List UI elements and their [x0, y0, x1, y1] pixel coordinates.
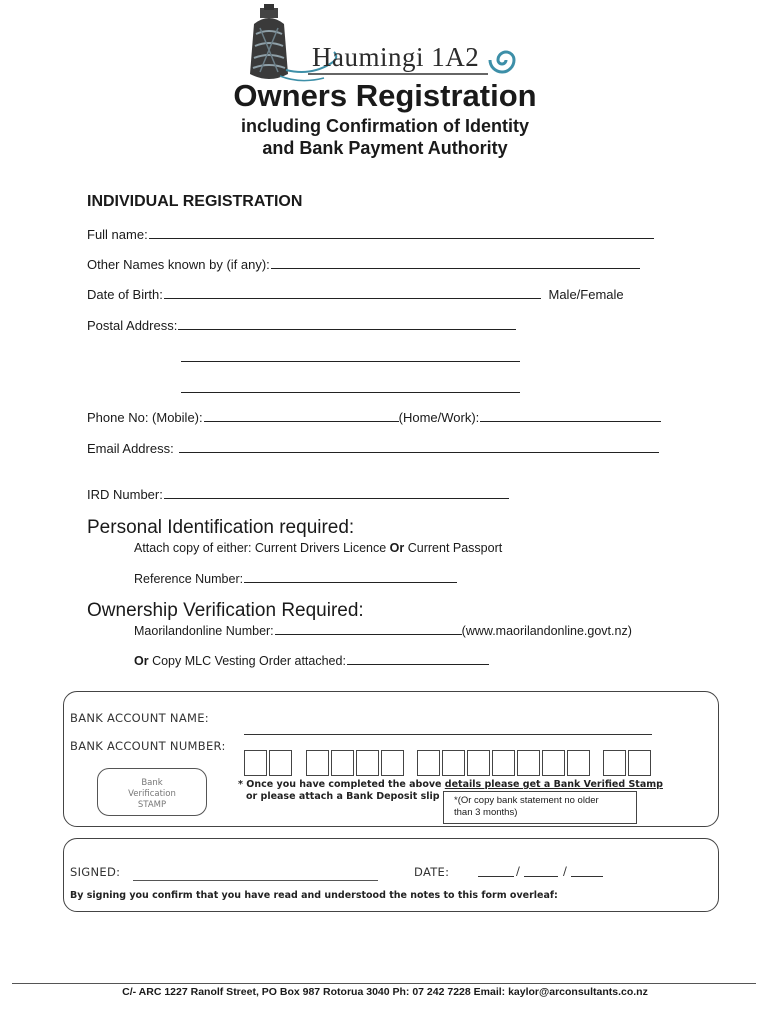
ird-label: IRD Number:	[87, 487, 163, 502]
bank-verification-stamp	[97, 768, 207, 816]
bank-note-line2: or please attach a Bank Deposit slip	[246, 791, 440, 802]
ird-line[interactable]	[164, 487, 509, 499]
footer-divider	[12, 983, 756, 984]
full-name-field[interactable]	[87, 227, 654, 242]
phone-mobile-line[interactable]	[204, 410, 399, 422]
mlc-or: Or	[134, 654, 149, 668]
koru-icon	[490, 52, 514, 72]
copy-statement-note	[443, 791, 637, 824]
bank-note-a: * Once you have completed the above	[238, 779, 445, 790]
account-digit-box[interactable]	[269, 750, 292, 776]
account-digit-box[interactable]	[356, 750, 379, 776]
mlc-label: Copy MLC Vesting Order attached:	[148, 654, 346, 668]
bank-note-b: details please get a Bank Verified Stamp	[444, 779, 663, 790]
dob-field[interactable]	[87, 287, 624, 302]
account-digit-box[interactable]	[381, 750, 404, 776]
account-digit-box[interactable]	[492, 750, 515, 776]
copy-line1: *(Or copy bank statement no older	[454, 795, 599, 806]
other-names-line[interactable]	[271, 257, 640, 269]
stamp-line2: Verification	[128, 789, 176, 799]
dob-label: Date of Birth:	[87, 287, 163, 302]
signature-line[interactable]	[133, 868, 378, 881]
account-digit-box[interactable]	[567, 750, 590, 776]
bank-account-name-line[interactable]	[244, 722, 652, 735]
maorilandonline-label: Maorilandonline Number:	[134, 624, 274, 638]
phone-mobile-label: Phone No: (Mobile):	[87, 410, 203, 425]
phone-home-line[interactable]	[480, 410, 661, 422]
account-digit-box[interactable]	[442, 750, 465, 776]
dob-line[interactable]	[164, 287, 541, 299]
bank-account-number-label: BANK ACCOUNT NUMBER:	[70, 739, 226, 753]
postal-field[interactable]	[87, 318, 516, 333]
page-subtitle-line1: including Confirmation of Identity	[241, 116, 529, 136]
personal-id-heading: Personal Identification required:	[87, 517, 355, 538]
page-title: Owners Registration	[233, 78, 537, 113]
mlc-line[interactable]	[347, 653, 489, 665]
mlc-field[interactable]	[134, 653, 489, 668]
attach-id-text	[134, 541, 502, 555]
account-digit-box[interactable]	[603, 750, 626, 776]
stamp-line3: STAMP	[137, 800, 167, 810]
date-month-line[interactable]	[524, 864, 558, 877]
account-digit-box[interactable]	[542, 750, 565, 776]
full-name-label: Full name:	[87, 227, 148, 242]
reference-line[interactable]	[244, 571, 457, 583]
phone-home-label: (Home/Work):	[398, 410, 480, 425]
postal-line-3[interactable]	[181, 380, 520, 393]
other-names-label: Other Names known by (if any):	[87, 257, 270, 272]
page-subtitle-line2: and Bank Payment Authority	[262, 138, 508, 158]
phone-field[interactable]	[87, 410, 661, 425]
account-digit-box[interactable]	[331, 750, 354, 776]
full-name-line[interactable]	[149, 227, 654, 239]
ird-field[interactable]	[87, 487, 509, 502]
maorilandonline-field[interactable]	[134, 623, 632, 638]
postal-label: Postal Address:	[87, 318, 178, 333]
date-year-line[interactable]	[571, 864, 603, 877]
account-digit-box[interactable]	[628, 750, 651, 776]
date-sep1: /	[516, 864, 521, 878]
email-field[interactable]	[87, 441, 659, 456]
attach-suffix: Current Passport	[404, 541, 503, 555]
email-line[interactable]	[179, 441, 659, 453]
footer-contact: C/- ARC 1227 Ranolf Street, PO Box 987 Rotorua 3040 Ph: 07 242 7228 Email: kaylor@arconsultants.co.nz	[122, 986, 648, 998]
signing-confirmation: By signing you confirm that you have read and understood the notes to this form overleaf:	[70, 890, 558, 901]
bank-note-line1	[238, 779, 663, 790]
copy-line2: than 3 months)	[454, 807, 518, 818]
logo-text: Haumingi 1A2	[312, 42, 480, 72]
bank-account-name-label: BANK ACCOUNT NAME:	[70, 711, 209, 725]
reference-field[interactable]	[134, 571, 457, 586]
account-digit-box[interactable]	[517, 750, 540, 776]
reference-label: Reference Number:	[134, 572, 244, 586]
date-sep2: /	[563, 864, 568, 878]
gender-option[interactable]: Male/Female	[548, 287, 624, 302]
kete-icon	[250, 4, 288, 79]
ownership-heading: Ownership Verification Required:	[87, 600, 364, 621]
email-label: Email Address:	[87, 441, 174, 456]
other-names-field[interactable]	[87, 257, 640, 272]
maorilandonline-line[interactable]	[275, 623, 462, 635]
maorilandonline-url: (www.maorilandonline.govt.nz)	[461, 624, 632, 638]
attach-or: Or	[389, 541, 405, 555]
signed-label: SIGNED:	[70, 865, 121, 879]
account-digit-box[interactable]	[306, 750, 329, 776]
stamp-line1: Bank	[141, 778, 163, 788]
postal-line-1[interactable]	[178, 318, 516, 330]
individual-heading: INDIVIDUAL REGISTRATION	[87, 193, 303, 210]
postal-line-2[interactable]	[181, 349, 520, 362]
date-label: DATE:	[414, 865, 450, 879]
account-digit-box[interactable]	[467, 750, 490, 776]
account-digit-box[interactable]	[244, 750, 267, 776]
attach-prefix: Attach copy of either: Current Drivers Licence	[134, 541, 390, 555]
account-digit-box[interactable]	[417, 750, 440, 776]
date-day-line[interactable]	[478, 864, 514, 877]
